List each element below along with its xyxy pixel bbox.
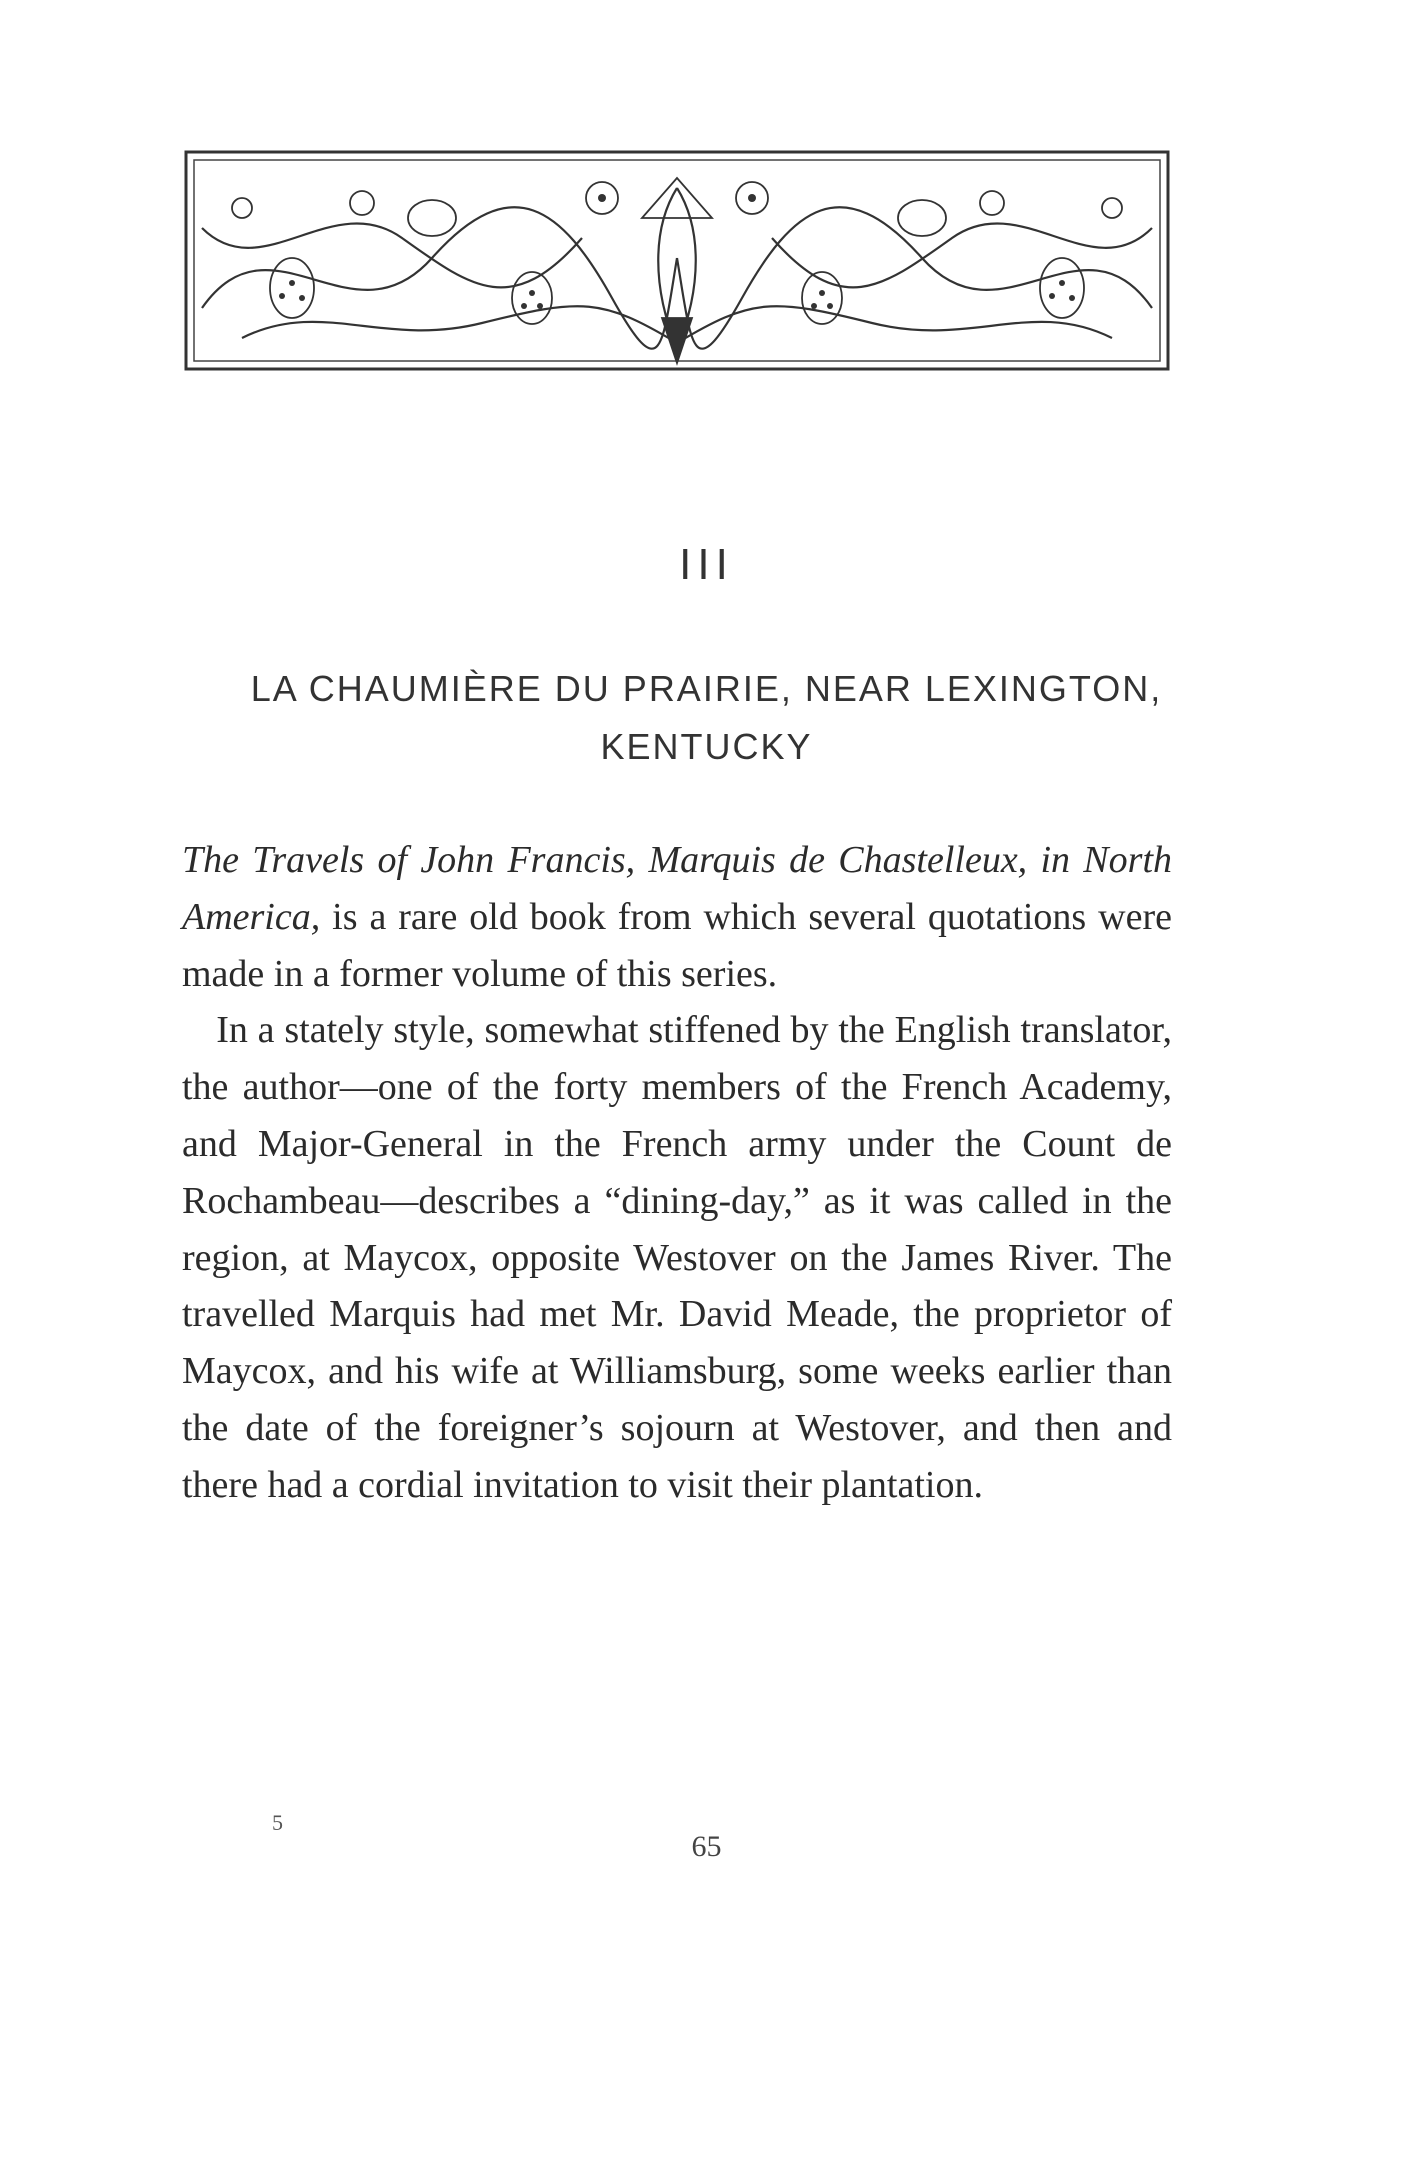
chapter-title-line-2: KENTUCKY xyxy=(600,726,813,767)
chapter-number: III xyxy=(679,540,734,589)
paragraph-2: In a stately style, somewhat stiffened by the English translator, the author—one of the forty members of the French Academy, and Major-General in the French army under the Count de Rochambeau—describes a “dining-day,” as it was called in the region, at Maycox, opposite Westover on the James River. The travelled Marquis had met Mr. David Meade, the proprietor of Maycox, and his wife at Williamsburg, some weeks earlier than the date of the foreigner’s sojourn at Westover, and then and there had a cordial invitation to visit their plantation. xyxy=(182,1009,1172,1506)
paragraph-1-text: is a rare old book from which several quotations were made in a former volume of this series. xyxy=(182,895,1172,995)
page-number: 65 xyxy=(691,1830,722,1863)
chapter-title-line-1: LA CHAUMIÈRE DU PRAIRIE, NEAR LEXINGTON, xyxy=(250,668,1163,709)
chapter-title xyxy=(0,660,1413,776)
floral-ornament-icon xyxy=(182,148,1172,373)
body-text xyxy=(182,832,1172,1514)
paragraph-1 xyxy=(182,832,1172,1002)
book-title-italic: The Travels of John Francis, Marquis de Chastelleux, in North America, xyxy=(182,839,1172,938)
decorative-headpiece xyxy=(182,148,1172,373)
signature-mark: 5 xyxy=(272,1810,283,1835)
